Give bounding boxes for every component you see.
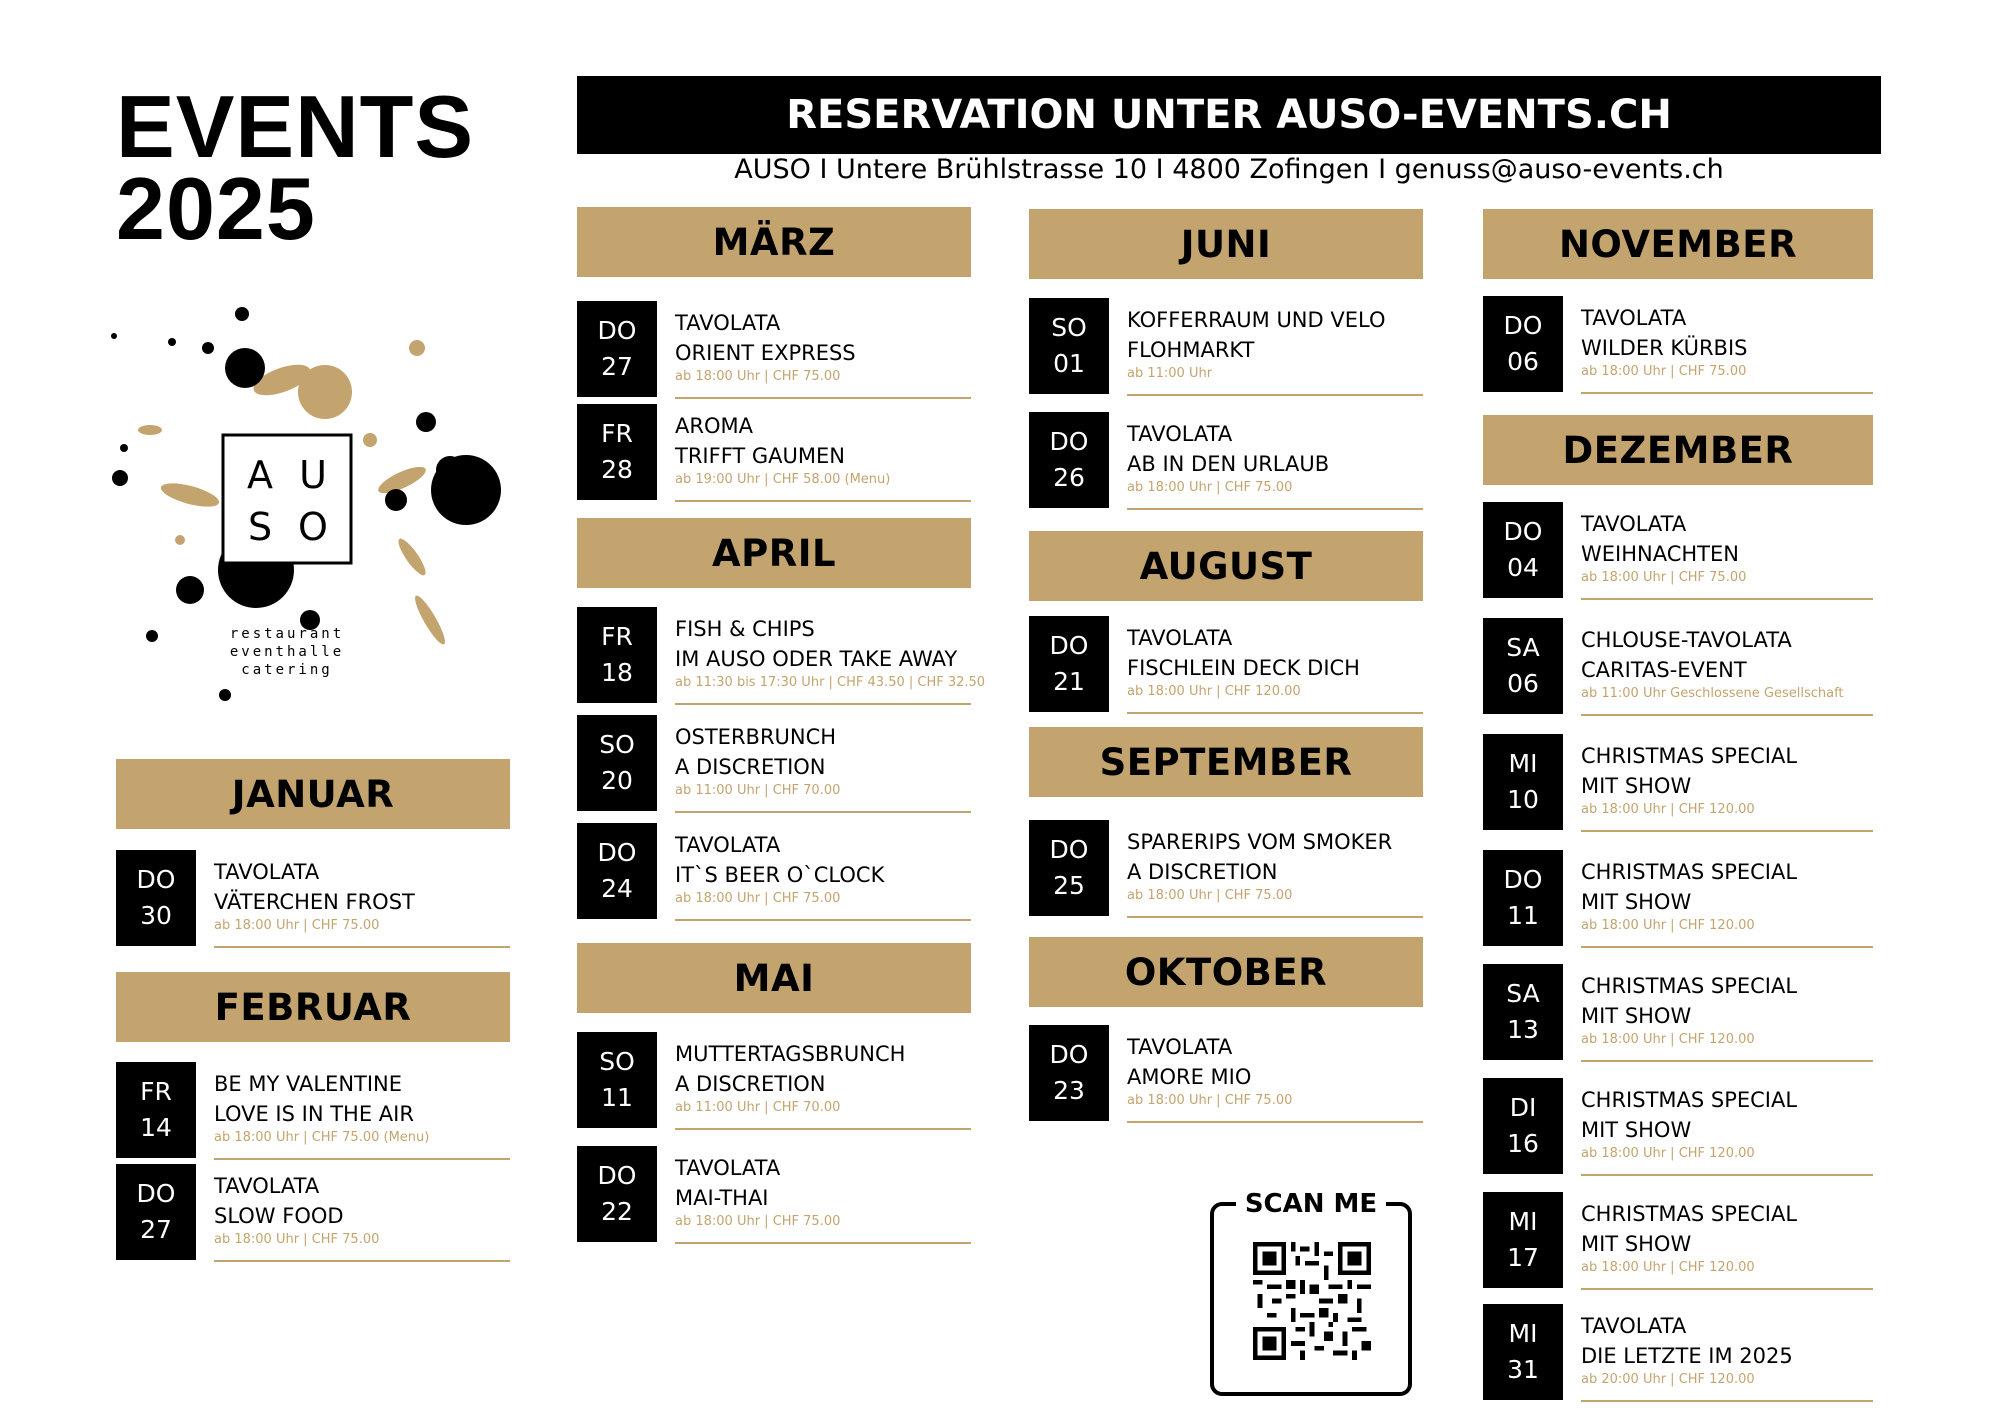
event-day-number: 28 — [601, 455, 633, 484]
event-title-line1: CHRISTMAS SPECIAL — [1581, 860, 1798, 884]
event-title-line2: SLOW FOOD — [214, 1204, 344, 1228]
event-row — [116, 850, 510, 948]
event-details: ab 18:00 Uhr | CHF 75.00 — [1127, 1093, 1293, 1108]
event-weekday: DO — [1503, 311, 1543, 340]
event-text — [1581, 509, 1873, 585]
event-title-line1: TAVOLATA — [1581, 512, 1687, 536]
event-title-line2: LOVE IS IN THE AIR — [214, 1102, 414, 1126]
event-title-line1: TAVOLATA — [1581, 1314, 1687, 1338]
event-day-number: 24 — [601, 874, 633, 903]
event-title-line1: TAVOLATA — [675, 311, 781, 335]
event-text — [675, 1153, 971, 1229]
event-text — [1581, 1311, 1873, 1387]
event-details: ab 11:00 Uhr | CHF 70.00 — [675, 1100, 841, 1115]
event-day-number: 23 — [1053, 1076, 1085, 1105]
event-row — [1483, 850, 1873, 948]
event-title-line1: TAVOLATA — [1127, 626, 1233, 650]
event-title-line2: CARITAS-EVENT — [1581, 658, 1747, 682]
event-day-number: 13 — [1507, 1015, 1539, 1044]
event-title-line1: TAVOLATA — [675, 1156, 781, 1180]
event-divider — [1127, 394, 1423, 396]
event-day-number: 06 — [1507, 669, 1539, 698]
event-weekday: SO — [599, 1047, 635, 1076]
event-details: ab 18:00 Uhr | CHF 75.00 — [1127, 888, 1293, 903]
event-text — [675, 411, 971, 487]
logo-letter-o: O — [298, 505, 328, 549]
event-title-line2: MIT SHOW — [1581, 1232, 1692, 1256]
logo-letter-u: U — [299, 453, 327, 497]
event-weekday: DO — [136, 1179, 176, 1208]
event-title-line1: CHLOUSE-TAVOLATA — [1581, 628, 1792, 652]
logo-tagline-1: restaurant — [229, 626, 345, 642]
event-details: ab 20:00 Uhr | CHF 120.00 — [1581, 1372, 1755, 1387]
event-title-line1: FISH & CHIPS — [675, 617, 815, 641]
event-divider — [675, 397, 971, 399]
event-row — [577, 404, 971, 502]
event-details: ab 11:00 Uhr Geschlossene Gesellschaft — [1581, 686, 1844, 701]
event-day-number: 18 — [601, 658, 633, 687]
event-divider — [1581, 714, 1873, 716]
event-text — [675, 1039, 971, 1115]
event-row — [1029, 412, 1423, 510]
event-date-box — [116, 1062, 196, 1158]
event-text — [675, 722, 971, 798]
qr-code-icon[interactable] — [1253, 1242, 1371, 1360]
event-title-line1: TAVOLATA — [214, 1174, 320, 1198]
event-text — [214, 1171, 510, 1247]
event-divider — [1581, 1174, 1873, 1176]
month-header-september: SEPTEMBER — [1029, 727, 1423, 797]
event-title-line2: MIT SHOW — [1581, 890, 1692, 914]
event-date-box — [1029, 412, 1109, 508]
event-text — [1581, 857, 1873, 933]
event-date-box — [577, 823, 657, 919]
event-divider — [214, 1158, 510, 1160]
event-day-number: 22 — [601, 1197, 633, 1226]
event-divider — [675, 703, 971, 705]
event-divider — [1581, 1400, 1873, 1402]
event-day-number: 17 — [1507, 1243, 1539, 1272]
event-weekday: SO — [599, 730, 635, 759]
event-title-line1: TAVOLATA — [1127, 422, 1233, 446]
event-date-box — [1029, 820, 1109, 916]
event-title-line2: IM AUSO ODER TAKE AWAY — [675, 647, 958, 671]
event-day-number: 16 — [1507, 1129, 1539, 1158]
event-details: ab 18:00 Uhr | CHF 120.00 — [1581, 1032, 1755, 1047]
event-row — [1483, 734, 1873, 832]
event-title-line2: AB IN DEN URLAUB — [1127, 452, 1330, 476]
event-weekday: SA — [1506, 633, 1540, 662]
event-day-number: 14 — [140, 1113, 172, 1142]
event-title-line2: DIE LETZTE IM 2025 — [1581, 1344, 1793, 1368]
event-text — [1581, 625, 1873, 701]
event-title-line2: MIT SHOW — [1581, 1118, 1692, 1142]
event-divider — [675, 811, 971, 813]
event-weekday: SA — [1506, 979, 1540, 1008]
event-day-number: 25 — [1053, 871, 1085, 900]
event-details: ab 11:30 bis 17:30 Uhr | CHF 43.50 | CHF 32.50 — [675, 675, 986, 690]
month-header-februar: FEBRUAR — [116, 972, 510, 1042]
event-text — [1127, 1032, 1423, 1108]
event-title-line1: BE MY VALENTINE — [214, 1072, 403, 1096]
reservation-text: RESERVATION UNTER AUSO-EVENTS.CH — [786, 92, 1672, 138]
event-row — [1483, 296, 1873, 394]
event-row — [577, 1032, 971, 1130]
event-title-line1: KOFFERRAUM UND VELO — [1127, 308, 1386, 332]
event-weekday: DO — [1503, 865, 1543, 894]
event-divider — [1581, 830, 1873, 832]
events-title-line2: 2025 — [116, 159, 316, 258]
event-divider — [1581, 1060, 1873, 1062]
event-details: ab 18:00 Uhr | CHF 75.00 — [1581, 364, 1747, 379]
event-weekday: DO — [1049, 835, 1089, 864]
event-text — [1127, 419, 1423, 495]
event-weekday: FR — [601, 419, 633, 448]
event-date-box — [1483, 734, 1563, 830]
event-details: ab 18:00 Uhr | CHF 75.00 — [675, 369, 841, 384]
event-title-line2: MIT SHOW — [1581, 1004, 1692, 1028]
event-text — [675, 830, 971, 906]
event-day-number: 11 — [1507, 901, 1539, 930]
event-day-number: 06 — [1507, 347, 1539, 376]
event-text — [1127, 623, 1423, 699]
event-title-line1: SPARERIPS VOM SMOKER — [1127, 830, 1393, 854]
event-date-box — [577, 1146, 657, 1242]
event-details: ab 18:00 Uhr | CHF 75.00 — [675, 891, 841, 906]
event-title-line1: TAVOLATA — [675, 833, 781, 857]
event-details: ab 18:00 Uhr | CHF 120.00 — [1581, 802, 1755, 817]
event-divider — [1127, 712, 1423, 714]
event-row — [1483, 618, 1873, 716]
event-weekday: FR — [140, 1077, 172, 1106]
event-details: ab 18:00 Uhr | CHF 120.00 — [1581, 1146, 1755, 1161]
event-title-line1: CHRISTMAS SPECIAL — [1581, 744, 1798, 768]
event-divider — [675, 919, 971, 921]
event-row — [577, 301, 971, 399]
event-details: ab 18:00 Uhr | CHF 75.00 — [1127, 480, 1293, 495]
event-text — [1581, 1199, 1873, 1275]
event-date-box — [577, 301, 657, 397]
reservation-banner — [577, 76, 1881, 154]
event-day-number: 01 — [1053, 349, 1085, 378]
event-date-box — [577, 607, 657, 703]
event-row — [1029, 820, 1423, 918]
event-text — [214, 857, 510, 933]
event-title-line2: MIT SHOW — [1581, 774, 1692, 798]
month-header-dezember: DEZEMBER — [1483, 415, 1873, 485]
event-date-box — [1483, 850, 1563, 946]
event-divider — [1581, 598, 1873, 600]
ink-splash-logo-icon — [110, 300, 510, 720]
event-weekday: DO — [1049, 427, 1089, 456]
event-text — [1581, 1085, 1873, 1161]
logo-letter-s: S — [247, 505, 273, 549]
event-title-line1: CHRISTMAS SPECIAL — [1581, 974, 1798, 998]
events-title-line1: EVENTS — [116, 77, 475, 176]
event-divider — [1127, 1121, 1423, 1123]
event-divider — [675, 1128, 971, 1130]
event-text — [1127, 305, 1423, 381]
event-details: ab 11:00 Uhr — [1127, 366, 1213, 381]
event-day-number: 30 — [140, 901, 172, 930]
event-details: ab 18:00 Uhr | CHF 75.00 (Menu) — [214, 1130, 430, 1145]
event-divider — [1581, 392, 1873, 394]
event-row — [1029, 616, 1423, 714]
event-date-box — [1483, 964, 1563, 1060]
event-day-number: 31 — [1507, 1355, 1539, 1384]
event-day-number: 27 — [140, 1215, 172, 1244]
event-details: ab 18:00 Uhr | CHF 75.00 — [1581, 570, 1747, 585]
month-header-april: APRIL — [577, 518, 971, 588]
event-date-box — [1029, 616, 1109, 712]
event-details: ab 18:00 Uhr | CHF 75.00 — [214, 918, 380, 933]
event-divider — [1581, 946, 1873, 948]
event-weekday: DO — [597, 838, 637, 867]
event-day-number: 21 — [1053, 667, 1085, 696]
event-date-box — [1483, 1192, 1563, 1288]
event-date-box — [577, 715, 657, 811]
event-title-line1: TAVOLATA — [1581, 306, 1687, 330]
event-row — [116, 1164, 510, 1262]
event-text — [214, 1069, 510, 1145]
event-day-number: 20 — [601, 766, 633, 795]
month-header-juni: JUNI — [1029, 209, 1423, 279]
event-title-line2: MAI-THAI — [675, 1186, 769, 1210]
event-weekday: DO — [1049, 631, 1089, 660]
event-date-box — [577, 1032, 657, 1128]
event-date-box — [1483, 618, 1563, 714]
event-row — [577, 823, 971, 921]
event-weekday: DO — [1049, 1040, 1089, 1069]
event-row — [1483, 502, 1873, 600]
logo-letter-a: A — [247, 453, 273, 497]
scan-me-qr[interactable] — [1210, 1190, 1412, 1400]
event-details: ab 18:00 Uhr | CHF 75.00 — [675, 1214, 841, 1229]
event-text — [675, 614, 986, 690]
scan-me-label: SCAN ME — [1236, 1190, 1386, 1218]
event-text — [675, 308, 971, 384]
event-day-number: 27 — [601, 352, 633, 381]
event-title-line2: TRIFFT GAUMEN — [675, 444, 846, 468]
logo-tagline-2: eventhalle — [229, 644, 345, 660]
event-weekday: DO — [136, 865, 176, 894]
event-text — [1581, 741, 1873, 817]
event-details: ab 19:00 Uhr | CHF 58.00 (Menu) — [675, 472, 891, 487]
event-details: ab 18:00 Uhr | CHF 75.00 — [214, 1232, 380, 1247]
event-row — [577, 1146, 971, 1244]
event-details: ab 18:00 Uhr | CHF 120.00 — [1581, 918, 1755, 933]
month-header-januar: JANUAR — [116, 759, 510, 829]
event-divider — [675, 1242, 971, 1244]
month-header-mai: MAI — [577, 943, 971, 1013]
event-date-box — [116, 850, 196, 946]
event-date-box — [1483, 296, 1563, 392]
event-title-line2: VÄTERCHEN FROST — [214, 890, 415, 914]
event-details: ab 18:00 Uhr | CHF 120.00 — [1127, 684, 1301, 699]
event-title-line2: AMORE MIO — [1127, 1065, 1252, 1089]
event-divider — [1127, 916, 1423, 918]
event-weekday: MI — [1508, 1319, 1538, 1348]
event-title-line2: IT`S BEER O`CLOCK — [675, 863, 885, 887]
event-text — [1127, 827, 1423, 903]
event-row — [1029, 298, 1423, 396]
event-date-box — [116, 1164, 196, 1260]
event-title-line2: FISCHLEIN DECK DICH — [1127, 656, 1360, 680]
event-date-box — [577, 404, 657, 500]
event-weekday: DO — [597, 1161, 637, 1190]
event-title-line2: A DISCRETION — [675, 1072, 826, 1096]
event-divider — [1581, 1288, 1873, 1290]
event-weekday: DO — [597, 316, 637, 345]
logo-tagline-3: catering — [241, 662, 333, 678]
address-line: AUSO I Untere Brühlstrasse 10 I 4800 Zofingen I genuss@auso-events.ch — [734, 154, 1724, 185]
event-row — [1483, 1078, 1873, 1176]
event-row — [1483, 964, 1873, 1062]
event-weekday: DI — [1509, 1093, 1537, 1122]
event-row — [577, 715, 971, 813]
event-row — [577, 607, 986, 705]
month-header-august: AUGUST — [1029, 531, 1423, 601]
event-day-number: 10 — [1507, 785, 1539, 814]
events-title — [116, 77, 475, 258]
event-details: ab 11:00 Uhr | CHF 70.00 — [675, 783, 841, 798]
event-title-line2: A DISCRETION — [1127, 860, 1278, 884]
event-title-line2: A DISCRETION — [675, 755, 826, 779]
event-date-box — [1483, 1078, 1563, 1174]
event-weekday: SO — [1051, 313, 1087, 342]
event-row — [1029, 1025, 1423, 1123]
event-weekday: MI — [1508, 749, 1538, 778]
month-header-november: NOVEMBER — [1483, 209, 1873, 279]
event-title-line2: WILDER KÜRBIS — [1581, 336, 1748, 360]
month-header-märz: MÄRZ — [577, 207, 971, 277]
event-title-line1: CHRISTMAS SPECIAL — [1581, 1088, 1798, 1112]
event-text — [1581, 971, 1873, 1047]
event-weekday: MI — [1508, 1207, 1538, 1236]
event-day-number: 11 — [601, 1083, 633, 1112]
event-title-line1: AROMA — [675, 414, 753, 438]
event-title-line1: OSTERBRUNCH — [675, 725, 837, 749]
event-divider — [1127, 508, 1423, 510]
event-title-line1: MUTTERTAGSBRUNCH — [675, 1042, 906, 1066]
event-day-number: 04 — [1507, 553, 1539, 582]
event-text — [1581, 303, 1873, 379]
event-title-line2: FLOHMARKT — [1127, 338, 1255, 362]
event-weekday: FR — [601, 622, 633, 651]
event-day-number: 26 — [1053, 463, 1085, 492]
event-title-line1: CHRISTMAS SPECIAL — [1581, 1202, 1798, 1226]
event-date-box — [1483, 502, 1563, 598]
auso-logo — [110, 300, 510, 720]
event-divider — [214, 946, 510, 948]
event-title-line1: TAVOLATA — [1127, 1035, 1233, 1059]
event-divider — [675, 500, 971, 502]
event-title-line2: WEIHNACHTEN — [1581, 542, 1739, 566]
event-title-line1: TAVOLATA — [214, 860, 320, 884]
event-title-line2: ORIENT EXPRESS — [675, 341, 856, 365]
event-date-box — [1029, 298, 1109, 394]
event-divider — [214, 1260, 510, 1262]
event-date-box — [1029, 1025, 1109, 1121]
event-row — [1483, 1192, 1873, 1290]
event-row — [116, 1062, 510, 1160]
event-date-box — [1483, 1304, 1563, 1400]
event-details: ab 18:00 Uhr | CHF 120.00 — [1581, 1260, 1755, 1275]
event-weekday: DO — [1503, 517, 1543, 546]
event-row — [1483, 1304, 1873, 1402]
month-header-oktober: OKTOBER — [1029, 937, 1423, 1007]
